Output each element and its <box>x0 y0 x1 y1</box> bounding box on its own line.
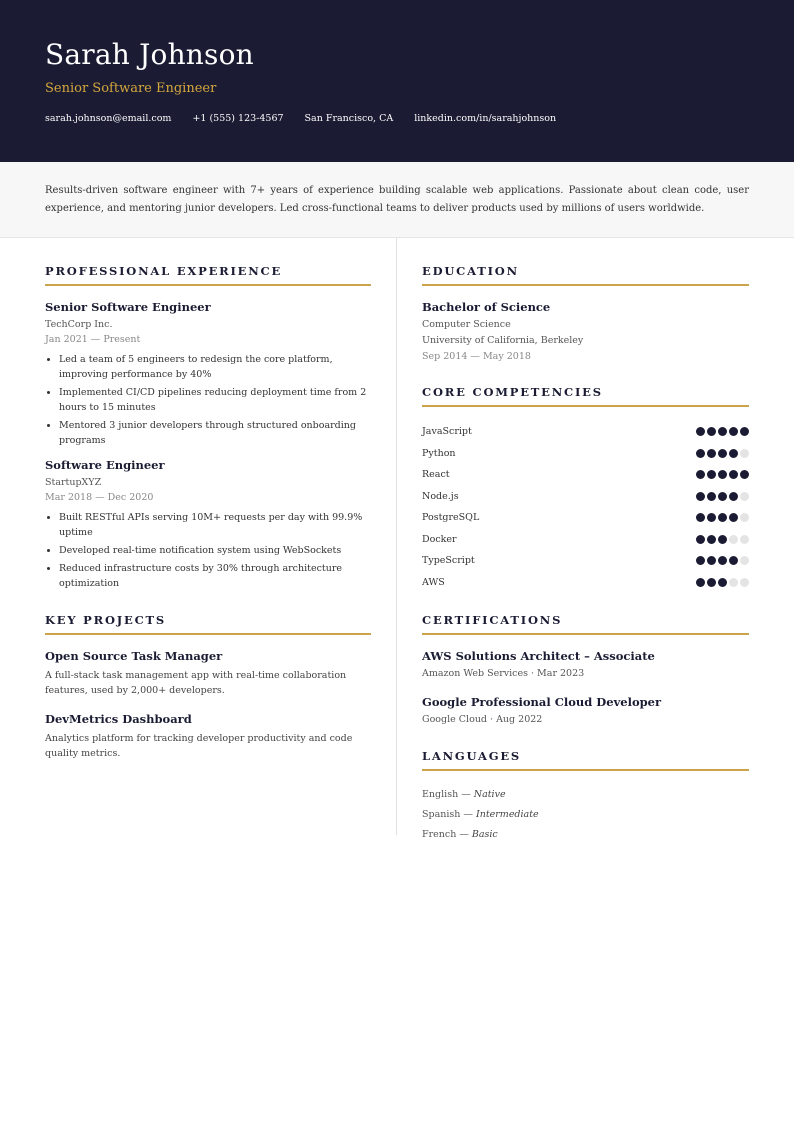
language-name: French <box>422 829 457 840</box>
rating-dot-filled <box>707 556 716 565</box>
skill-name: AWS <box>422 576 445 588</box>
rating-dot-filled <box>718 427 727 436</box>
rating-dot-filled <box>707 492 716 501</box>
certification-issuer: Google Cloud · Aug 2022 <box>422 714 543 725</box>
rating-dot-filled <box>707 535 716 544</box>
contact-email[interactable]: sarah.johnson@email.com <box>45 113 172 124</box>
projects-heading: KEY PROJECTS <box>45 613 371 635</box>
rating-dot-filled <box>718 535 727 544</box>
certification-entry <box>422 649 749 681</box>
rating-dot-filled <box>696 449 705 458</box>
resume-body <box>0 238 794 840</box>
skill-row <box>422 572 749 594</box>
project-entry <box>45 649 371 698</box>
skill-name: React <box>422 469 450 481</box>
education-dates: Sep 2014 — May 2018 <box>422 351 531 362</box>
job-title: Software Engineer <box>45 458 165 472</box>
certification-issuer: Amazon Web Services · Mar 2023 <box>422 668 585 679</box>
contact-phone[interactable]: +1 (555) 123-4567 <box>192 113 284 124</box>
contact-location: San Francisco, CA <box>304 113 394 124</box>
skill-row <box>422 464 749 486</box>
rating-dot-empty <box>740 535 749 544</box>
rating-dot-filled <box>729 513 738 522</box>
rating-dot-filled <box>729 449 738 458</box>
skill-row <box>422 421 749 443</box>
rating-dot-filled <box>740 427 749 436</box>
project-description: Analytics platform for tracking developer productivity and code quality metrics. <box>45 733 353 759</box>
skills-list <box>422 421 749 593</box>
job-bullets <box>45 352 371 448</box>
job-bullet: Reduced infrastructure costs by 30% through architecture optimization <box>45 561 371 591</box>
rating-dot-filled <box>718 492 727 501</box>
skill-row <box>422 529 749 551</box>
rating-dot-empty <box>740 578 749 587</box>
certification-title: AWS Solutions Architect – Associate <box>422 649 655 663</box>
language-item: English — Native <box>422 789 506 800</box>
rating-dot-filled <box>696 513 705 522</box>
rating-dot-empty <box>740 492 749 501</box>
language-name: English <box>422 789 459 800</box>
contact-info <box>45 112 749 126</box>
job-entry <box>45 300 371 448</box>
skill-name: Node.js <box>422 490 459 502</box>
language-item: French — Basic <box>422 829 498 840</box>
right-column <box>397 238 794 840</box>
job-company: TechCorp Inc. <box>45 319 113 330</box>
rating-dot-filled <box>696 578 705 587</box>
job-bullet: Developed real-time notification system using WebSockets <box>45 543 371 558</box>
project-entry <box>45 712 371 761</box>
education-heading: EDUCATION <box>422 264 749 286</box>
skill-rating <box>696 513 749 522</box>
skill-rating <box>696 427 749 436</box>
skill-name: Python <box>422 447 456 459</box>
languages-list <box>422 785 749 845</box>
rating-dot-filled <box>707 470 716 479</box>
job-bullet: Led a team of 5 engineers to redesign the core platform, improving performance by 40% <box>45 352 371 382</box>
degree: Bachelor of Science <box>422 300 551 314</box>
skill-name: PostgreSQL <box>422 512 480 524</box>
rating-dot-filled <box>696 535 705 544</box>
rating-dot-filled <box>707 427 716 436</box>
rating-dot-empty <box>729 578 738 587</box>
skill-rating <box>696 535 749 544</box>
project-description: A full-stack task management app with real-time collaboration features, used by 2,000+ developers. <box>45 670 347 696</box>
rating-dot-filled <box>707 513 716 522</box>
language-level: Intermediate <box>475 809 539 820</box>
rating-dot-filled <box>729 427 738 436</box>
job-entry <box>45 458 371 591</box>
skill-row <box>422 486 749 508</box>
job-bullet: Mentored 3 junior developers through structured onboarding programs <box>45 418 371 448</box>
education-entry <box>422 300 749 365</box>
rating-dot-filled <box>707 578 716 587</box>
skill-rating <box>696 556 749 565</box>
rating-dot-empty <box>729 535 738 544</box>
rating-dot-filled <box>696 492 705 501</box>
field-of-study: Computer Science <box>422 319 511 330</box>
rating-dot-empty <box>740 449 749 458</box>
rating-dot-filled <box>740 470 749 479</box>
rating-dot-empty <box>740 556 749 565</box>
skill-name: JavaScript <box>422 426 472 438</box>
language-level: Native <box>473 789 506 800</box>
job-bullet: Implemented CI/CD pipelines reducing deployment time from 2 hours to 15 minutes <box>45 385 371 415</box>
rating-dot-filled <box>718 556 727 565</box>
rating-dot-filled <box>718 449 727 458</box>
experience-heading: PROFESSIONAL EXPERIENCE <box>45 264 371 286</box>
resume-header <box>0 0 794 162</box>
skill-name: Docker <box>422 533 457 545</box>
rating-dot-filled <box>696 470 705 479</box>
rating-dot-filled <box>696 427 705 436</box>
skill-row <box>422 507 749 529</box>
rating-dot-filled <box>729 556 738 565</box>
skill-name: TypeScript <box>422 555 475 567</box>
job-bullets <box>45 510 371 591</box>
skill-rating <box>696 449 749 458</box>
rating-dot-empty <box>740 513 749 522</box>
rating-dot-filled <box>729 492 738 501</box>
job-title: Senior Software Engineer <box>45 300 211 314</box>
job-company: StartupXYZ <box>45 477 102 488</box>
candidate-name: Sarah Johnson <box>45 38 254 71</box>
left-column <box>0 238 397 835</box>
job-dates: Mar 2018 — Dec 2020 <box>45 492 154 503</box>
language-item: Spanish — Intermediate <box>422 809 539 820</box>
skill-rating <box>696 578 749 587</box>
rating-dot-filled <box>729 470 738 479</box>
skill-row <box>422 550 749 572</box>
certifications-heading: CERTIFICATIONS <box>422 613 749 635</box>
skill-rating <box>696 470 749 479</box>
skills-heading: CORE COMPETENCIES <box>422 385 749 407</box>
skill-rating <box>696 492 749 501</box>
job-bullet: Built RESTful APIs serving 10M+ requests per day with 99.9% uptime <box>45 510 371 540</box>
certification-title: Google Professional Cloud Developer <box>422 695 662 709</box>
rating-dot-filled <box>707 449 716 458</box>
project-title: Open Source Task Manager <box>45 649 223 663</box>
rating-dot-filled <box>718 578 727 587</box>
project-title: DevMetrics Dashboard <box>45 712 192 726</box>
language-name: Spanish <box>422 809 461 820</box>
rating-dot-filled <box>718 470 727 479</box>
job-dates: Jan 2021 — Present <box>45 334 141 345</box>
certification-entry <box>422 695 749 727</box>
summary-section <box>0 162 794 238</box>
language-level: Basic <box>471 829 498 840</box>
skill-row <box>422 443 749 465</box>
contact-linkedin[interactable]: linkedin.com/in/sarahjohnson <box>414 113 557 124</box>
summary-text: Results-driven software engineer with 7+ years of experience building scalable web applications. Passionate about clean code, user experience, and mentoring junior developers. Led cross-functional teams to deliver products used by millions of users worldwide. <box>45 185 749 214</box>
rating-dot-filled <box>696 556 705 565</box>
candidate-role: Senior Software Engineer <box>45 81 217 96</box>
languages-heading: LANGUAGES <box>422 749 749 771</box>
school: University of California, Berkeley <box>422 335 584 346</box>
rating-dot-filled <box>718 513 727 522</box>
